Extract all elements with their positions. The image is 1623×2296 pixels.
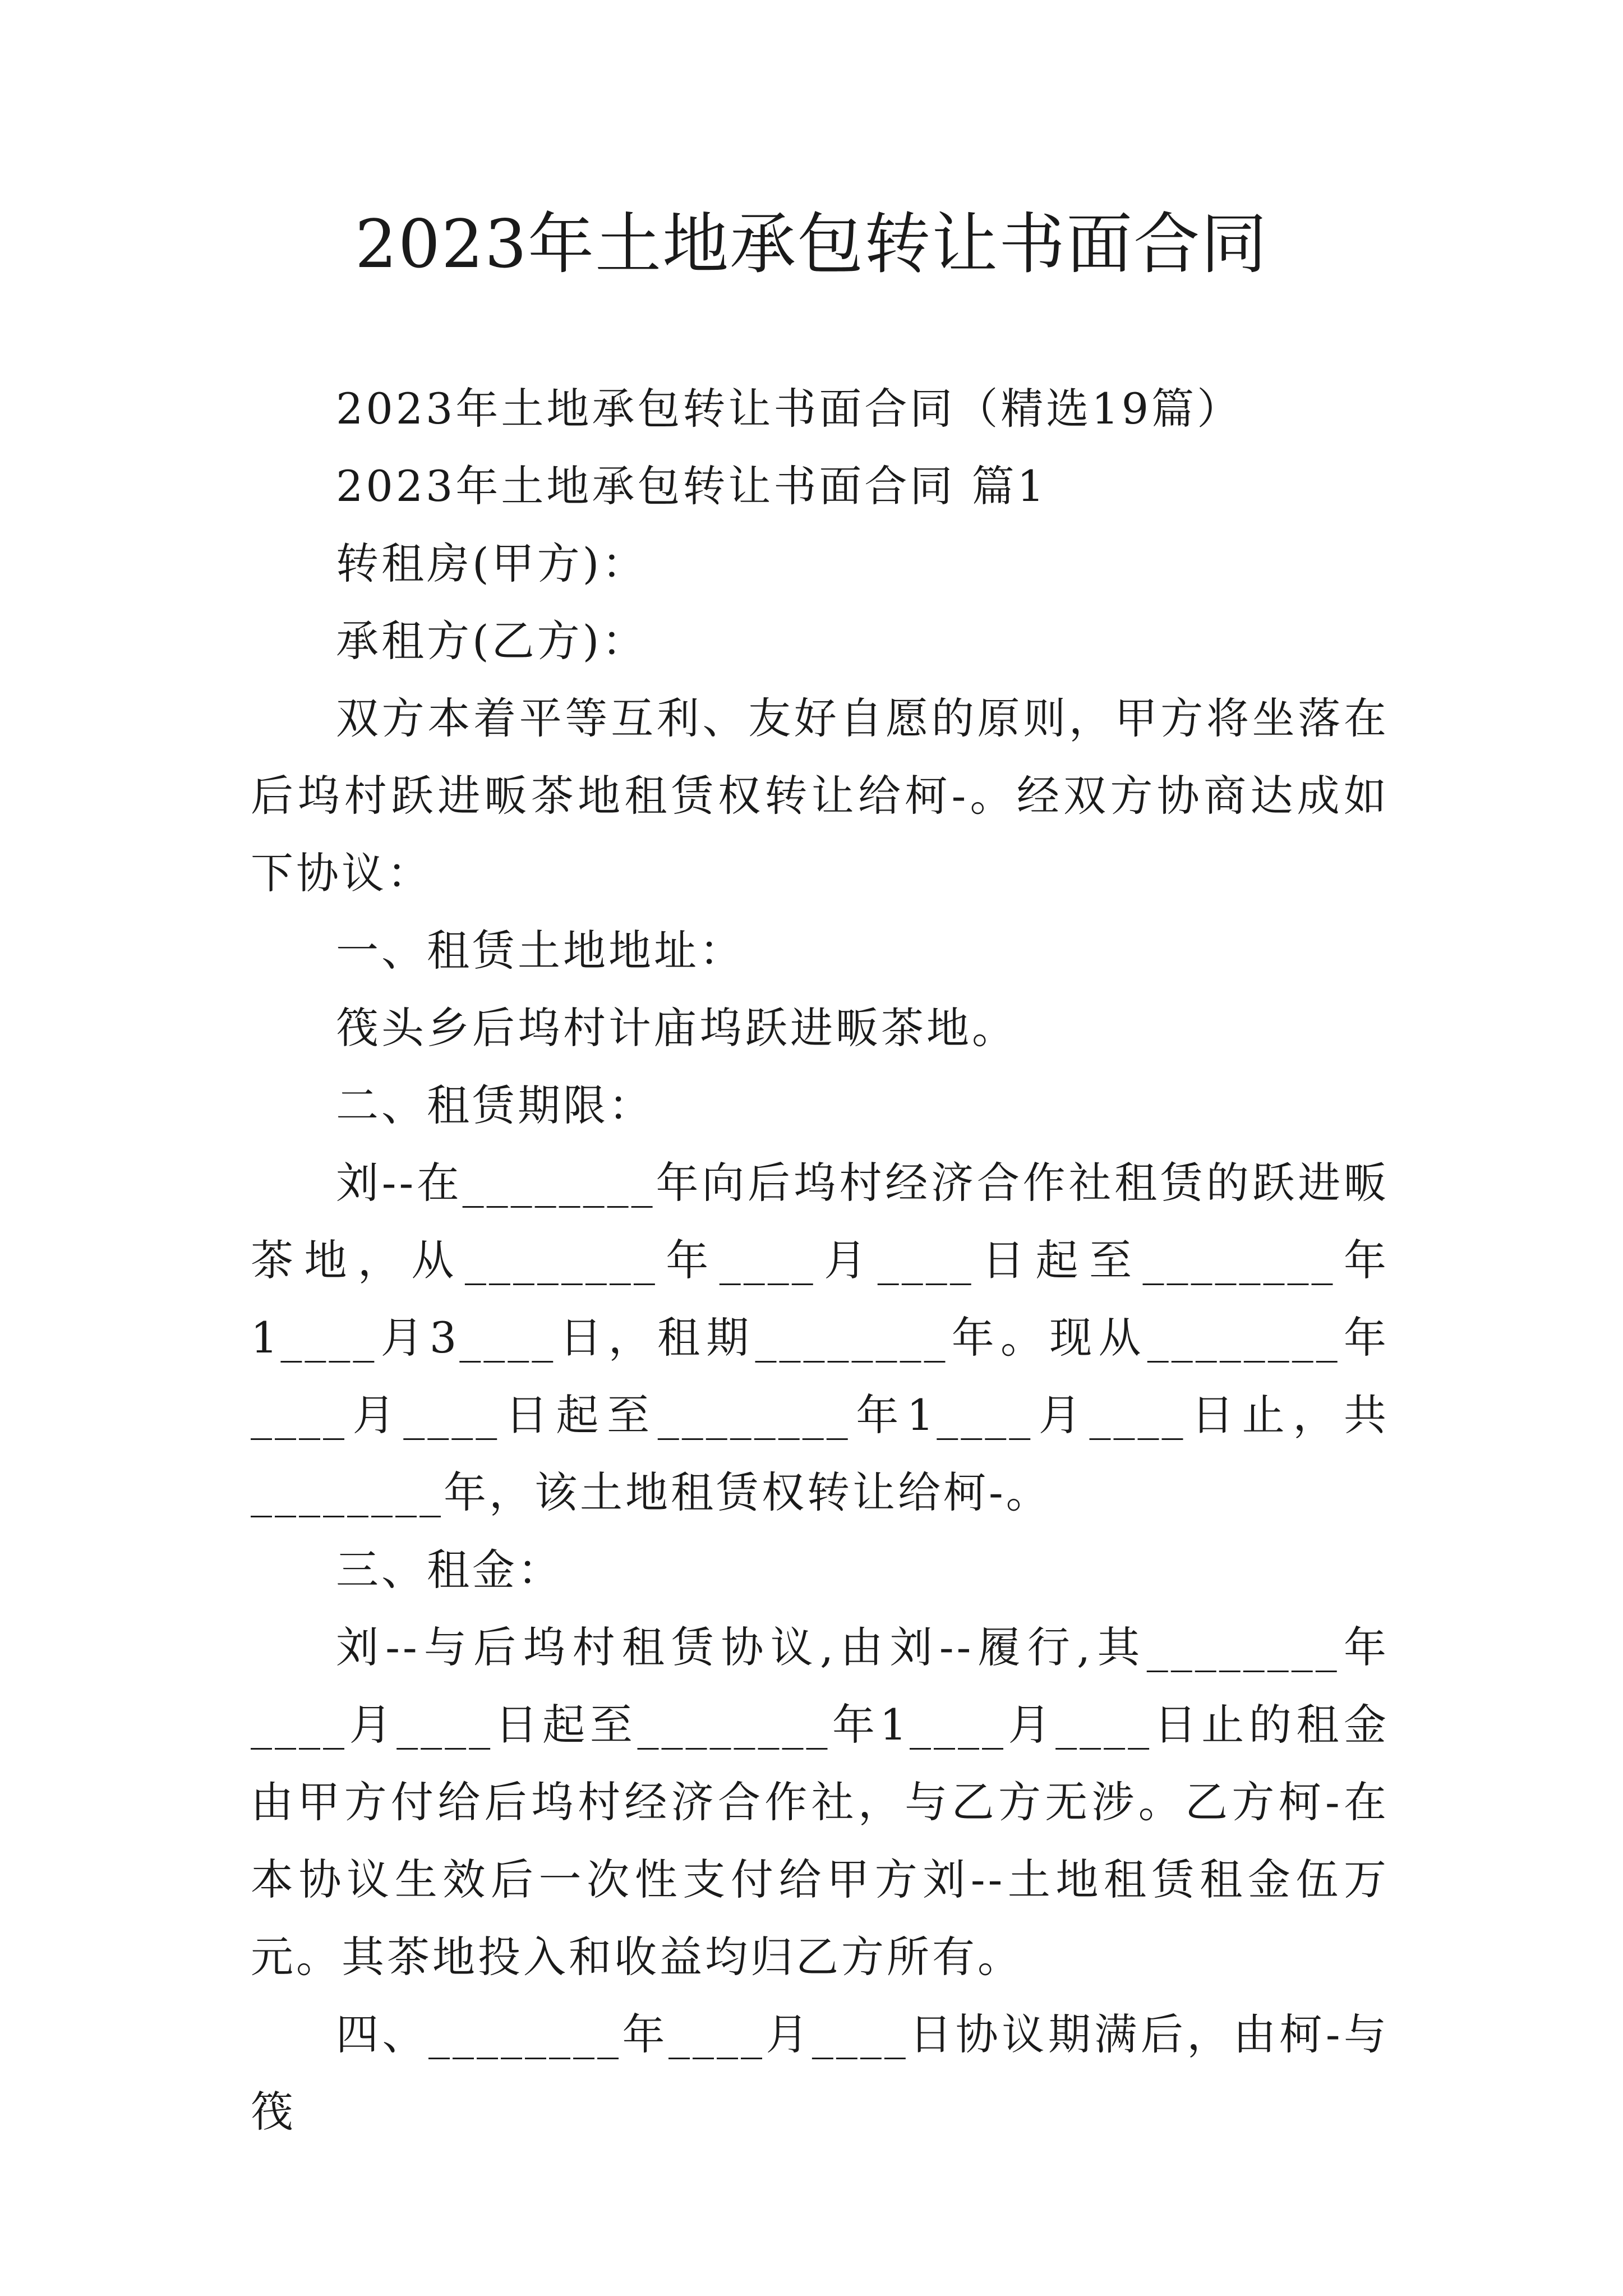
clause-3-heading: 三、租金： [336, 1545, 563, 1595]
party-b-line: 承租方(乙方)： [336, 616, 648, 666]
subtitle-selection-note: 2023年土地承包转让书面合同（精选19篇） [336, 384, 1243, 434]
section-heading-part-1: 2023年土地承包转让书面合同 篇1 [336, 461, 1047, 511]
clause-1-heading: 一、租赁土地地址： [336, 926, 745, 976]
clause-3-body: 刘--与后坞村租赁协议,由刘--履行,其________年____月____日起至________年1____月____日止的租金由甲方付给后坞村经济合作社，与乙方无涉。乙方柯-在本协议生效后一次性支付给甲方刘--土地租赁租金伍万元。其茶地投入和收益均归乙方所有。 [251, 1622, 1389, 1982]
document-body [251, 370, 1389, 2151]
clause-1-body: 筏头乡后坞村计庙坞跃进畈茶地。 [336, 1003, 1017, 1053]
clause-2-body: 刘--在________年向后坞村经济合作社租赁的跃进畈茶地，从________年____月____日起至________年1____月3____日，租期________年。现从________年____月____日起至________年1____月____日止，共________年，该土地租赁权转让给柯-。 [251, 1158, 1389, 1517]
clause-4-body: 四、________年____月____日协议期满后，由柯-与筏 [251, 2009, 1389, 2137]
document-title: 2023年土地承包转让书面合同 [354, 205, 1269, 283]
party-a-line: 转租房(甲方)： [336, 539, 648, 588]
clause-2-heading: 二、租赁期限： [336, 1080, 654, 1130]
preamble-paragraph: 双方本着平等互利、友好自愿的原则，甲方将坐落在后坞村跃进畈茶地租赁权转让给柯-。经双方协商达成如下协议： [251, 693, 1389, 898]
